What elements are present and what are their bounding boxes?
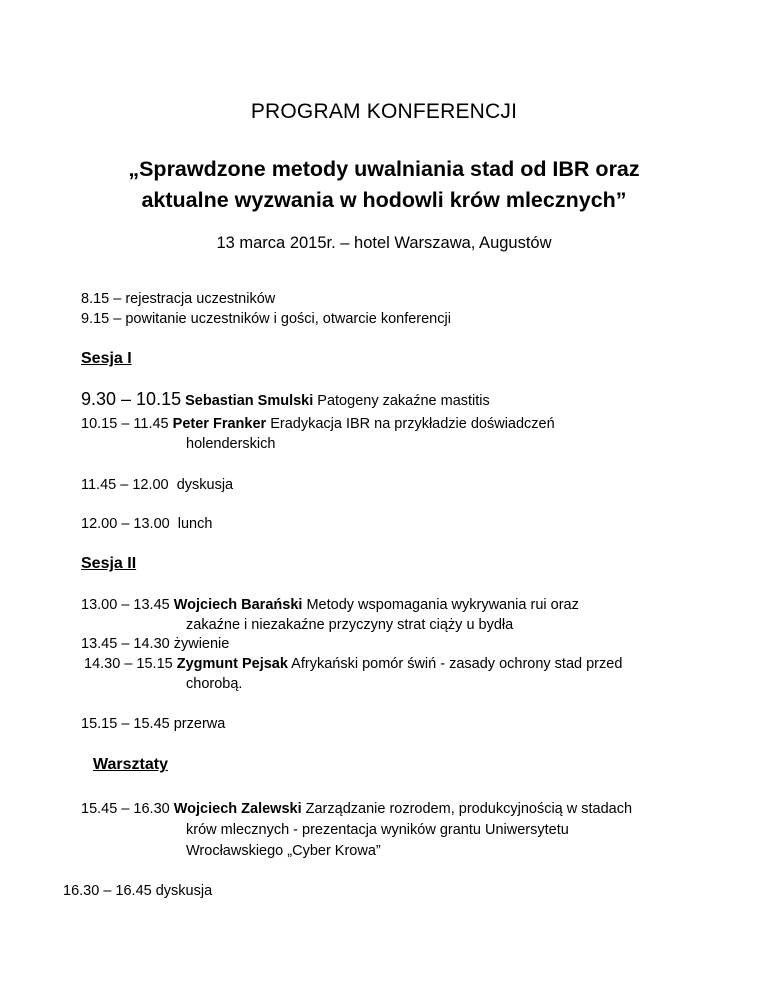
talk-topic-continuation: krów mlecznych - prezentacja wyników grantu Uniwersytetu [186,822,569,838]
talk-topic: Patogeny zakaźne mastitis [317,393,490,409]
talk-topic-continuation: chorobą. [186,676,243,692]
schedule-item [81,515,212,533]
schedule-time: 9.30 – 10.15 [81,389,182,409]
schedule-item [81,596,579,614]
section-heading-session-1: Sesja I [81,350,132,367]
talk-topic: Afrykański pomór świń - zasady ochrony stad przed [291,656,623,672]
schedule-item [81,715,225,733]
schedule-time: 15.15 – 15.45 [81,716,170,732]
talk-topic: Metody wspomagania wykrywania rui oraz [306,597,579,613]
schedule-item-welcome: 9.15 – powitanie uczestników i gości, otwarcie konferencji [81,311,451,327]
schedule-item [81,635,229,653]
document-heading: PROGRAM KONFERENCJI [250,100,518,123]
schedule-activity: dyskusja [155,883,213,899]
schedule-item [81,390,490,410]
speaker-name: Zygmunt Pejsak [176,656,288,672]
talk-topic-continuation: holenderskich [186,436,276,452]
schedule-item-registration: 8.15 – rejestracja uczestników [81,291,276,307]
talk-topic-continuation: Wrocławskiego „Cyber Krowa” [186,843,381,859]
schedule-time: 16.30 – 16.45 [63,883,152,899]
schedule-activity: żywienie [173,636,230,652]
talk-topic-continuation: zakaźne i niezakaźne przyczyny strat ciąży u bydła [186,617,514,633]
schedule-time: 13.45 – 14.30 [81,636,170,652]
schedule-time: 13.00 – 13.45 [81,597,170,613]
schedule-item [81,476,233,494]
speaker-name: Sebastian Smulski [185,393,314,409]
schedule-item [81,415,555,433]
schedule-item [63,882,212,900]
schedule-activity: dyskusja [176,477,234,493]
talk-topic: Eradykacja IBR na przykładzie doświadczeń [270,416,555,432]
schedule-item [84,655,622,673]
section-heading-session-2: Sesja II [81,555,137,572]
speaker-name: Wojciech Barański [173,597,303,613]
schedule-item [81,800,632,818]
schedule-time: 10.15 – 11.45 [81,416,169,432]
schedule-time: 15.45 – 16.30 [81,801,170,817]
schedule-activity: przerwa [173,716,226,732]
schedule-time: 12.00 – 13.00 [81,516,170,532]
speaker-name: Wojciech Zalewski [173,801,302,817]
schedule-time: 11.45 – 12.00 [81,477,169,493]
talk-topic: Zarządzanie rozrodem, produkcyjnością w stadach [305,801,633,817]
conference-title-line-1: „Sprawdzone metody uwalniania stad od IBR oraz [128,157,640,181]
section-heading-workshops: Warsztaty [93,756,168,773]
conference-title-line-2: aktualne wyzwania w hodowli krów mlecznych” [141,188,627,212]
schedule-time: 14.30 – 15.15 [84,656,173,672]
speaker-name: Peter Franker [172,416,267,432]
date-and-venue: 13 marca 2015r. – hotel Warszawa, Augustów [216,234,552,252]
schedule-activity: lunch [177,516,213,532]
